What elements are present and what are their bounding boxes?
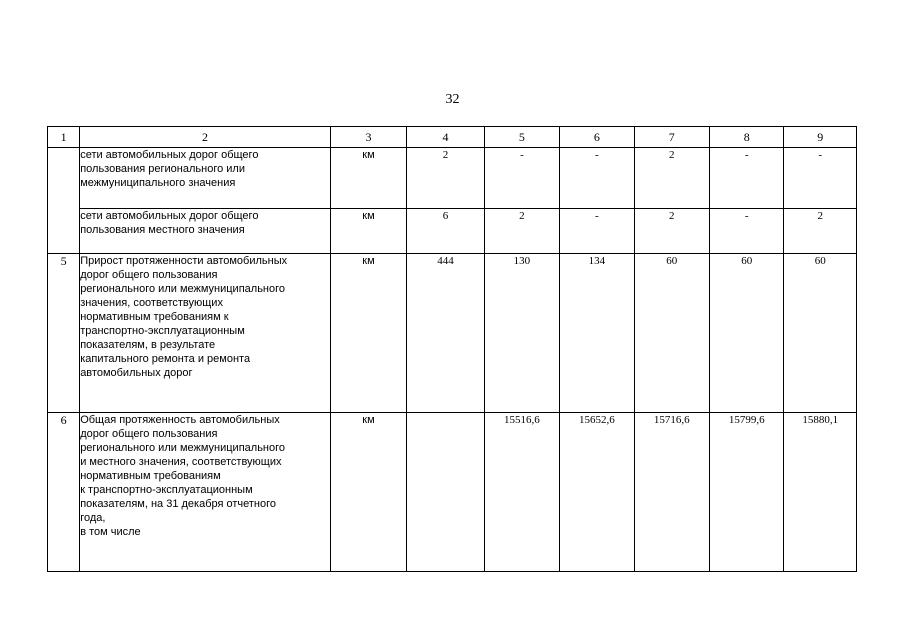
value-cell: -: [784, 148, 857, 209]
value-cell: 130: [484, 254, 559, 413]
value-cell: 60: [784, 254, 857, 413]
indicator-description: [80, 148, 331, 209]
row-number: [48, 148, 80, 209]
value-cell: 2: [634, 148, 709, 209]
table-row: [48, 209, 857, 254]
value-cell: -: [710, 209, 784, 254]
table-row: [48, 148, 857, 209]
description-line: и местного значения, соответствующих: [80, 456, 282, 468]
value-cell: 444: [407, 254, 484, 413]
description-line: регионального или межмуниципального: [80, 283, 286, 295]
unit-cell: км: [330, 413, 406, 572]
column-number: 6: [560, 127, 634, 148]
indicator-description: [80, 209, 331, 254]
description-line: автомобильных дорог: [80, 367, 193, 379]
column-number-row: [48, 127, 857, 148]
value-cell: -: [484, 148, 559, 209]
description-line: нормативным требованиям к: [80, 311, 229, 323]
description-line: значения, соответствующих: [80, 297, 223, 309]
value-cell: -: [560, 148, 634, 209]
row-number: [48, 209, 80, 254]
value-cell: 15799,6: [710, 413, 784, 572]
indicator-description: [80, 254, 331, 413]
value-cell: 60: [710, 254, 784, 413]
value-cell: 2: [784, 209, 857, 254]
column-number: 1: [48, 127, 80, 148]
value-cell: 15716,6: [634, 413, 709, 572]
table-row: [48, 413, 857, 572]
column-number: 4: [407, 127, 484, 148]
description-line: года,: [80, 512, 106, 524]
column-number: 2: [80, 127, 331, 148]
description-line: к транспортно-эксплуатационным: [80, 484, 253, 496]
row-number: 5: [48, 254, 80, 413]
description-line: Прирост протяженности автомобильных: [80, 255, 288, 267]
value-cell: [407, 413, 484, 572]
description-line: показателям, в результате: [80, 339, 216, 351]
indicator-table: [47, 126, 857, 572]
description-line: сети автомобильных дорог общего: [80, 149, 259, 161]
description-line: Общая протяженность автомобильных: [80, 414, 280, 426]
description-line: капитального ремонта и ремонта: [80, 353, 251, 365]
value-cell: 134: [560, 254, 634, 413]
description-line: в том числе: [80, 526, 141, 538]
unit-cell: км: [330, 254, 406, 413]
description-line: пользования регионального или: [80, 163, 245, 175]
description-line: показателям, на 31 декабря отчетного: [80, 498, 277, 510]
column-number: 7: [634, 127, 709, 148]
value-cell: 2: [634, 209, 709, 254]
column-number: 9: [784, 127, 857, 148]
value-cell: 15880,1: [784, 413, 857, 572]
description-line: регионального или межмуниципального: [80, 442, 286, 454]
value-cell: 2: [407, 148, 484, 209]
table-row: [48, 254, 857, 413]
value-cell: 6: [407, 209, 484, 254]
unit-cell: км: [330, 209, 406, 254]
value-cell: 15652,6: [560, 413, 634, 572]
description-line: межмуниципального значения: [80, 177, 236, 189]
description-line: транспортно-эксплуатационным: [80, 325, 245, 337]
unit-cell: км: [330, 148, 406, 209]
value-cell: 2: [484, 209, 559, 254]
value-cell: -: [710, 148, 784, 209]
column-number: 3: [330, 127, 406, 148]
column-number: 8: [710, 127, 784, 148]
value-cell: -: [560, 209, 634, 254]
indicator-description: [80, 413, 331, 572]
description-line: пользования местного значения: [80, 224, 245, 236]
row-number: 6: [48, 413, 80, 572]
page-number: 32: [445, 92, 460, 107]
description-line: нормативным требованиям: [80, 470, 221, 482]
value-cell: 15516,6: [484, 413, 559, 572]
description-line: сети автомобильных дорог общего: [80, 210, 259, 222]
description-line: дорог общего пользования: [80, 428, 218, 440]
value-cell: 60: [634, 254, 709, 413]
column-number: 5: [484, 127, 559, 148]
description-line: дорог общего пользования: [80, 269, 218, 281]
